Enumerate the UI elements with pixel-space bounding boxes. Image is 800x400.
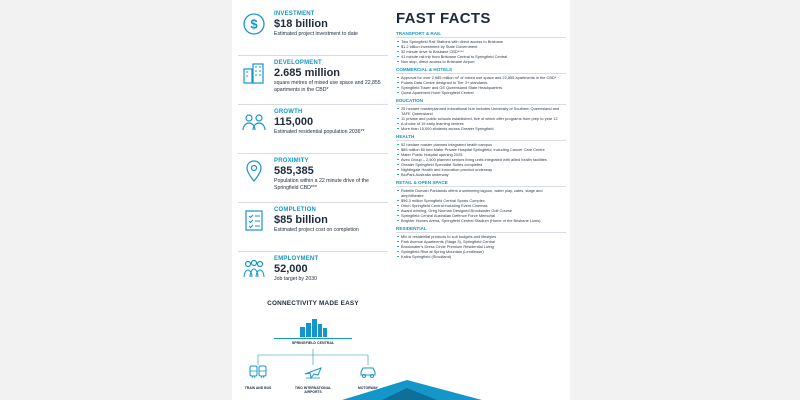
people-icon (242, 110, 266, 134)
stats-column (238, 10, 388, 304)
stat-value: 52,000 (274, 263, 308, 275)
fact-item: Brighter Homes Arena, Springfield Central Stadium (Home of the Brisbane Lions) (396, 218, 566, 223)
stat-label: EMPLOYMENT (274, 256, 319, 262)
fact-item: $96.3 million Springfield Central Sports Complex (396, 198, 566, 203)
fact-item: 11 private and public schools established, five of which offer programs from prep to year 12 (396, 116, 566, 121)
fact-item: Mater Public Hospital opening 2025 (396, 152, 566, 157)
stat-employment (238, 255, 388, 304)
fact-item: $1.2 billion investment by State Government (396, 44, 566, 49)
fact-item: Springfield Rise at Spring Mountain (Lendlease) (396, 249, 566, 254)
stat-label: PROXIMITY (274, 158, 309, 164)
divider (238, 202, 388, 203)
stat-description: Estimated project cost on completion (274, 227, 359, 233)
fact-item: Greater Springfield Specialist Suites completed (396, 162, 566, 167)
stat-proximity (238, 157, 388, 206)
mode-label: TWO INTERNATIONAL AIRPORTS (294, 386, 332, 394)
fact-list (396, 142, 566, 177)
buildings-icon (242, 61, 266, 85)
section-title: RESIDENTIAL (396, 226, 566, 233)
connector-lines (238, 347, 388, 367)
fact-item: $85 million 80 bed Mater Private Hospital Springfield, including Cancer Care Centre (396, 147, 566, 152)
fact-item: Approval for over 2.685 million m² of mixed use space and 22,855 apartments in the CBD* (396, 75, 566, 80)
stat-description: Population within a 22 minute drive of the Springfield CBD*** (274, 178, 369, 191)
dollar-icon (242, 12, 266, 36)
fact-item: Non stop, direct access to Brisbane Airport (396, 59, 566, 64)
fact-item: Kailra Springfield (Stockland) (396, 254, 566, 259)
stat-growth (238, 108, 388, 157)
fact-section (396, 67, 566, 95)
fact-section (396, 98, 566, 131)
section-title: EDUCATION (396, 98, 566, 105)
stat-label: GROWTH (274, 109, 303, 115)
stat-value: 115,000 (274, 116, 314, 128)
fact-item: Nightingale Health and Innovation precinct underway (396, 167, 566, 172)
fact-item: Aveo Group – 2,500 planned seniors living units integrated with allied health facilities (396, 157, 566, 162)
fact-item: Springfield Central Australian Defence Force Memorial (396, 213, 566, 218)
mode-label: MOTORWAY (358, 386, 378, 390)
fact-item: Two Springfield Rail Stations with direct access to Brisbane (396, 39, 566, 44)
hub-label: SPRINGFIELD CENTRAL (291, 341, 335, 345)
fact-item: Mix of residential products to suit budgets and lifestyles (396, 234, 566, 239)
fast-facts-column (396, 10, 566, 259)
stat-description: Estimated project investment to date (274, 31, 358, 37)
fact-item: BioPark Australia underway (396, 172, 566, 177)
stat-label: COMPLETION (274, 207, 316, 213)
stat-value: $18 billion (274, 18, 328, 30)
stat-label: INVESTMENT (274, 11, 315, 17)
stat-development (238, 59, 388, 108)
fact-item: More than 15,000 students across Greater Springfield (396, 126, 566, 131)
divider (238, 55, 388, 56)
stat-completion (238, 206, 388, 255)
fact-item: Award winning, Greg Norman Designed Brookwater Golf Course (396, 208, 566, 213)
fact-item: Park Avenue Apartments (Stage 3), Springfield Central (396, 239, 566, 244)
stat-value: 2.685 million (274, 67, 341, 79)
fact-item: Quest Apartment Hotel Springfield Central (396, 90, 566, 95)
stat-description: Job target by 2030 (274, 276, 317, 282)
city-skyline-icon (298, 319, 328, 337)
fact-section (396, 180, 566, 223)
fact-item: A choice of 19 early learning centres (396, 121, 566, 126)
fact-list (396, 188, 566, 223)
fact-sheet (232, 0, 570, 400)
stat-investment (238, 10, 388, 59)
fact-list (396, 75, 566, 95)
checklist-icon (242, 208, 266, 232)
stat-description: square metres of mixed use space and 22,855 apartments in the CBD* (274, 80, 381, 93)
fact-item: 32 minute drive to Brisbane CBD**** (396, 49, 566, 54)
fact-item: Robelle Domain Parklands offers a swimming lagoon, water play, cafes, stage and amphitheatre (396, 188, 566, 198)
connectivity-title: CONNECTIVITY MADE EASY (267, 300, 359, 307)
fact-item: Brookwater's Dress Circle Premium Residential Living (396, 244, 566, 249)
fact-list (396, 106, 566, 131)
stat-description: Estimated residential population 2036** (274, 129, 365, 135)
svg-text:$: $ (250, 16, 258, 32)
mode-label: TRAIN AND BUS (244, 386, 272, 390)
mountain-graphic (232, 378, 570, 400)
fact-list (396, 39, 566, 64)
fact-item: 52 hectare master planned integrated health campus (396, 142, 566, 147)
divider (238, 251, 388, 252)
fast-facts-sections (396, 31, 566, 259)
fact-item: Polaris Data Centre designed to Tier 3+ standards (396, 80, 566, 85)
section-title: RETAIL & OPEN SPACE (396, 180, 566, 187)
fact-item: 41 minute rail trip from Brisbane Central to Springfield Central (396, 54, 566, 59)
workers-icon (242, 257, 266, 281)
fact-section (396, 226, 566, 259)
divider (238, 153, 388, 154)
fact-item: Springfield Tower and GE Queensland State Headquarters (396, 85, 566, 90)
section-title: TRANSPORT & RAIL (396, 31, 566, 38)
section-title: HEALTH (396, 134, 566, 141)
stat-label: DEVELOPMENT (274, 60, 322, 66)
map-pin-icon (242, 159, 266, 183)
fast-facts-title: FAST FACTS (396, 10, 491, 27)
divider (238, 104, 388, 105)
stat-value: $85 billion (274, 214, 328, 226)
stat-value: 585,385 (274, 165, 314, 177)
fact-section (396, 134, 566, 177)
section-title: COMMERCIAL & HOTELS (396, 67, 566, 74)
fact-section (396, 31, 566, 64)
fact-item: 25 hectare masterplanned educational hub includes University of Southern Queensland and TAFE Queensland (396, 106, 566, 116)
hub-underline (274, 338, 352, 339)
fact-item: Orion Springfield Central including Event Cinemas (396, 203, 566, 208)
fact-list (396, 234, 566, 259)
